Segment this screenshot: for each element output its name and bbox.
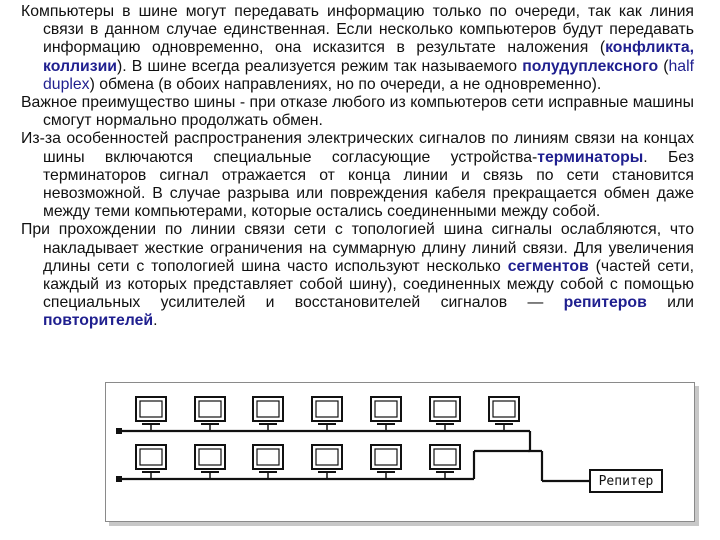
computer-icon <box>430 397 460 431</box>
highlighted-term: сегментов <box>507 257 589 275</box>
terminator-icon <box>116 428 122 434</box>
highlighted-term: терминаторы <box>537 148 644 166</box>
text-segment: . <box>153 312 158 330</box>
document-text <box>21 3 694 331</box>
computer-icon <box>371 445 401 479</box>
computer-icon <box>253 397 283 431</box>
computer-icon <box>312 445 342 479</box>
computer-icon <box>136 397 166 431</box>
text-segment: ( <box>658 57 669 75</box>
text-segment: Компьютеры в шине могут передавать информацию только по очереди, так как линия связи в данном случае единственная. Если несколько компьютеров будут передавать информацию одновременно, она исказится в результате наложения ( <box>21 3 694 57</box>
text-segment: ) обмена (в обоих направлениях, но по очереди, а не одновременно). <box>89 75 602 93</box>
computer-icon <box>489 397 519 431</box>
computer-icon <box>253 445 283 479</box>
text-segment: ). В шине всегда реализуется режим так называемого <box>117 57 523 75</box>
bus-topology-diagram <box>105 382 695 522</box>
text-segment: Важное преимущество шины - при отказе любого из компьютеров сети исправные машины смогут нормально продолжать обмен. <box>21 94 694 130</box>
computer-icon <box>136 445 166 479</box>
text-segment: или <box>646 294 694 312</box>
text-segment: При прохождении по линии связи сети с топологией шина сигналы ослабляются, что накладывает жесткие ограничения на суммарную длину линий связи. Для увеличения длины сети с топологией шина часто используют несколько <box>21 221 694 275</box>
paragraph-bus-half-duplex <box>21 3 694 94</box>
computer-icon <box>195 397 225 431</box>
computer-icon <box>430 445 460 479</box>
repeater-label: Репитер <box>598 474 654 489</box>
highlighted-term: репитеров <box>563 294 647 312</box>
text-segment: Из-за особенностей распространения электрических сигналов по линиям связи на концах шины включаются специальные согласующие устройства- <box>21 130 694 166</box>
paragraph-bus-advantage <box>21 94 694 130</box>
computer-icon <box>195 445 225 479</box>
highlighted-term: half duplex <box>43 57 694 93</box>
highlighted-term: полудуплексного <box>522 57 659 75</box>
computer-icon <box>312 397 342 431</box>
computer-icon <box>371 397 401 431</box>
terminator-icon <box>116 476 122 482</box>
text-segment: . Без терминаторов сигнал отражается от конца линии и связь по сети становится невозможной. В случае разрыва или повреждения кабеля прекращается обмен даже между теми компьютерами, которые остались соединенными между собой. <box>43 148 694 221</box>
paragraph-terminators <box>21 130 694 221</box>
text-segment: (частей сети, каждый из которых представляет собой шину), соединенных между собой с помощью специальных усилителей и восстановителей сигналов — <box>43 257 694 312</box>
highlighted-term: повторителей <box>43 312 154 330</box>
paragraph-repeaters <box>21 221 694 330</box>
highlighted-term: конфликта, коллизии <box>43 39 694 75</box>
bus-diagram-svg <box>106 383 694 521</box>
